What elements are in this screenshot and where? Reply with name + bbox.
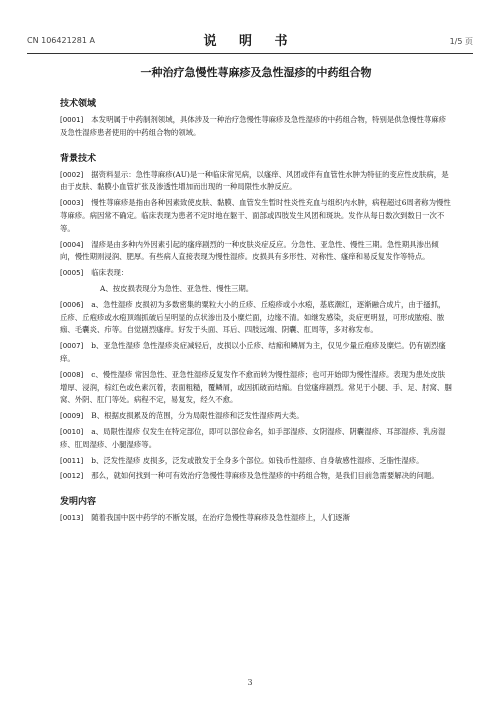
- paragraph-0001: [60, 114, 452, 140]
- paragraph-text: 据资料显示：急性荨麻疹(AU)是一种临床常见病，以瘙痒、风团或伴有血管性水肿为特征的变应性皮肤病，是由于皮肤、黏膜小血管扩张及渗透性增加而出现的一种局限性水肿反应。: [60, 169, 449, 192]
- paragraph-text: 临床表现：: [91, 268, 129, 278]
- paragraph-number: [0011]: [60, 456, 84, 465]
- paragraph-text: 慢性荨麻疹是指由各种因素致使皮肤、黏膜、血管发生暂时性炎性充血与组织内水肿，病程超过6周者称为慢性荨麻疹。病因常不确定。临床表现为患者不定时地在躯干、面部或四肢发生风团和斑块。发作从每日数次到数日一次不等。: [60, 198, 451, 233]
- paragraph-text: 那么，就如何找到一种可有效治疗急慢性荨麻疹及急性湿疹的中药组合物，是我们目前急需要解决的问题。: [91, 471, 439, 481]
- header-rule: [27, 53, 473, 54]
- paragraph-text: 本发明属于中药制剂领域，具体涉及一种治疗急慢性荨麻疹及急性湿疹的中药组合物，特别是供急慢性荨麻疹及急性湿疹患者使用的中药组合物的领域。: [60, 115, 447, 137]
- page-number: 3: [247, 678, 253, 687]
- paragraph-0005: [60, 267, 452, 280]
- paragraph-subheading-a: [60, 283, 452, 296]
- paragraph-number: [0007]: [60, 342, 84, 351]
- publication-number: CN 106421281 A: [27, 36, 95, 45]
- paragraph-0007: [60, 340, 452, 366]
- paragraph-number: [0001]: [60, 116, 84, 124]
- paragraph-text: 随着我国中医中药学的不断发展，在治疗急慢性荨麻疹及急性湿疹上，人们逐渐: [91, 513, 350, 523]
- paragraph-number: [0010]: [60, 427, 84, 436]
- paragraph-number: [0006]: [60, 300, 84, 309]
- paragraph-number: [0004]: [60, 240, 84, 249]
- section-invention: 发明内容: [60, 497, 97, 508]
- paragraph-0011: [60, 455, 452, 468]
- paragraph-number: [0012]: [60, 472, 84, 481]
- paragraph-0003: [60, 197, 452, 235]
- paragraph-0012: [60, 470, 452, 483]
- page-header: [27, 30, 473, 50]
- paragraph-text: A、按皮损表现分为急性、亚急性、慢性三期。: [100, 283, 254, 293]
- paragraph-0009: [60, 410, 452, 423]
- page-indicator: 1/5 页: [449, 37, 473, 46]
- paragraph-text: 湿疹是由多种内外因素引起的瘙痒剧烈的一种皮肤炎症反应。分急性、亚急性、慢性三期。急性期具渗出倾向，慢性期则浸润、肥厚。有些病人直接表现为慢性湿疹。皮损具有多形性、对称性、瘙痒和易反复发作等特点。: [60, 239, 439, 262]
- document-body: [60, 64, 452, 528]
- paragraph-number: [0008]: [60, 370, 84, 379]
- paragraph-number: [0002]: [60, 170, 84, 179]
- paragraph-number: [0005]: [60, 269, 84, 278]
- paragraph-number: [0013]: [60, 514, 84, 523]
- paragraph-text: a、急性湿疹 皮损初为多数密集的粟粒大小的丘疹、丘疱疹或小水疱，基底潮红，逐渐融合成片，由于搔抓，丘疹、丘疱疹或水疱顶端抓破后呈明显的点状渗出及小糜烂面，边缘不清。如继发感染，炎症更明显，可形成脓疱、脓痂、毛囊炎、疖等。自觉剧烈瘙痒。好发于头面、耳后、四肢远端、阴囊、肛周等，多对称发布。: [60, 299, 446, 335]
- paragraph-text: b、泛发性湿疹 皮损多，泛发或散发于全身多个部位。如钱币性湿疹、自身敏感性湿疹、乏脂性湿疹。: [91, 455, 424, 465]
- section-tech-field: 技术领域: [60, 99, 97, 109]
- document-title: 一种治疗急慢性荨麻疹及急性湿疹的中药组合物: [140, 66, 372, 79]
- paragraph-text: B、根据皮损累及的范围，分为局限性湿疹和泛发性湿疹两大类。: [91, 411, 304, 421]
- paragraph-number: [0003]: [60, 199, 84, 208]
- paragraph-number: [0009]: [60, 412, 84, 421]
- document-type: 说 明 书: [203, 34, 297, 49]
- paragraph-0008: [60, 369, 452, 407]
- paragraph-text: c、慢性湿疹 常因急性、亚急性湿疹反复发作不愈而转为慢性湿疹；也可开始即为慢性湿疹。表现为患处皮肤增厚、浸润，棕红色或色素沉着，表面粗糙，覆鳞屑，或因抓破而结痂。自觉瘙痒剧烈。常见于小腿、手、足、肘窝、腘窝、外阴、肛门等处。病程不定，易复发，经久不愈。: [60, 369, 452, 405]
- paragraph-0010: [60, 426, 452, 452]
- paragraph-text: a、局限性湿疹 仅发生在特定部位，即可以部位命名，如手部湿疹、女阴湿疹、阴囊湿疹、耳部湿疹、乳房湿疹、肛周湿疹、小腿湿疹等。: [60, 426, 446, 449]
- paragraph-0002: [60, 169, 452, 195]
- paragraph-0004: [60, 239, 452, 265]
- section-background: 背景技术: [60, 153, 97, 164]
- paragraph-text: b、亚急性湿疹 急性湿疹炎症减轻后，皮损以小丘疹、结痂和鳞屑为主，仅见少量丘疱疹及糜烂。仍有剧烈瘙痒。: [60, 341, 446, 363]
- paragraph-0013: [60, 512, 452, 525]
- paragraph-0006: [60, 299, 452, 337]
